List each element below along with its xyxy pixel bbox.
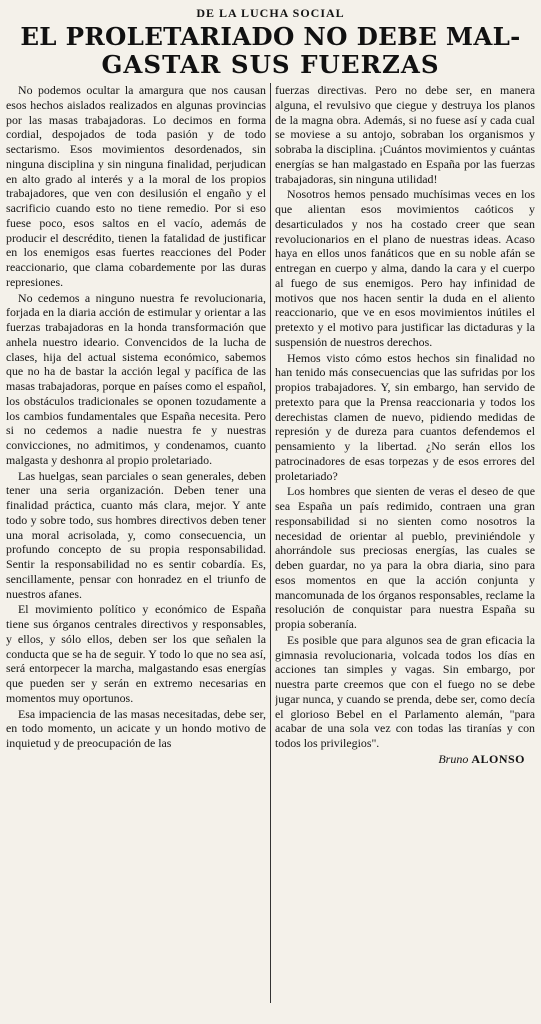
paragraph: Nosotros hemos pensado muchísimas veces en los que alientan esos movimientos caóticos y desarticulados y nos ha costado creer que sean revolucionarios en el plano de nuestras ideas. Acaso haya en ellos unos fanáticos que en su noble afán se entregan en cuerpo y alma, dando la cara y el cuerpo al fuego de sus enemigos. Pero hay infinidad de motivos que nos hacen sentir la duda en el aliento reaccionario, que ve en esos movimientos inútiles el pretexto y el motivo para justificar las dictaduras y la suspensión de nuestros derechos.	[275, 187, 535, 349]
right-column	[275, 83, 535, 1003]
headline-line-2: GASTAR SUS FUERZAS	[101, 50, 440, 79]
paragraph: No cedemos a ninguno nuestra fe revolucionaria, forjada en la diaria acción de estimular y orientar a las fuerzas trabajadoras en la honda transformación que anhela nuestro ideario. Convencidos de la lucha de clases, hija del actual sistema económico, sabemos que no ha de bastar la acción legal y pacífica de las masas trabajadoras, porque en países como el español, los obstáculos tradicionales se oponen tozudamente a los cambios fundamentales que España necesita. Pero si no cedemos a nadie nuestra fe y nuestras convicciones, no admitimos, y condenamos, cuanto malgasta y deshonra al propio proletariado.	[6, 290, 266, 467]
author-first-name: Bruno	[438, 751, 469, 766]
left-column	[6, 83, 266, 1003]
paragraph: El movimiento político y económico de España tiene sus órganos centrales directivos y responsables, y ellos, y sólo ellos, deben ser los que señalen la conducta que se ha de seguir. Y todo lo que no sea así, será entorpecer la marcha, malgastando esas energías que pueden ser y serán en extremo necesarias en momentos muy oportunos.	[6, 602, 266, 705]
paragraph: fuerzas directivas. Pero no debe ser, en manera alguna, el revulsivo que ciegue y destruya los planos de la magna obra. Además, si no fuese así y cada cual se moviese a su antojo, sobraban los organismos y sobraba la disciplina. ¡Cuántos movimientos y cuántas energías se han malgastado en España por las fuerzas trabajadoras, sin ninguna utilidad!	[275, 83, 535, 186]
paragraph: Es posible que para algunos sea de gran eficacia la gimnasia revolucionaria, volcada todos los días en acciones tan simples y vagas. Sin embargo, por nuestra parte creemos que con el fuego no se debe jugar nunca, y cuando se prenda, debe ser, como decía el glorioso Bebel en el Parlamento alemán, "para acabar de una sola vez con todas las tiranías y con todos los privilegios".	[275, 632, 535, 750]
author-signature	[275, 752, 535, 767]
article-columns	[6, 83, 535, 1003]
paragraph: No podemos ocultar la amargura que nos causan esos hechos aislados realizados en algunas provincias por las masas trabajadoras. Lo decimos en forma cordial, despojados de toda pasión y de todo sectarismo. Esos movimientos desordenados, sin ninguna disciplina y sin ninguna finalidad, perjudican en alto grado al interés y a la moral de los propios trabajadores, que ven con desilusión el engaño y el sacrificio cuando esto no tiene remedio. Por si eso fuese poco, esos saltos en el vacío, además de producir el descrédito, tienen la fatalidad de justificar en los enemigos esas fuertes reacciones del Poder reaccionario, que clama cobardemente por las duras represiones.	[6, 83, 266, 289]
paragraph: Los hombres que sienten de veras el deseo de que sea España un país redimido, contraen una gran responsabilidad si no sienten como nosotros la necesidad de orientar al pueblo, previniéndole y ahorrándole sus preciosas energías, las cuales se deben guardar, no ya para la obra diaria, sino para esos momentos en que la acción conjunta y mancomunada de los órganos responsables, reclame la resolución de conquistar para nuestra España su propia soberanía.	[275, 484, 535, 631]
paragraph: Esa impaciencia de las masas necesitadas, debe ser, en todo momento, un acicate y un hondo motivo de inquietud y de preocupación de las	[6, 706, 266, 750]
paragraph: Las huelgas, sean parciales o sean generales, deben tener una seria organización. Deben tener una finalidad práctica, cuanto más clara, mejor. Y ante todo y sobre todo, sus hombres directivos deben tener una moral acrisolada, y, como consecuencia, un profundo concepto de su propia responsabilidad. Sentir la responsabilidad no es sentir cobardía. Es, sencillamente, pensar con honradez en el triunfo de nuestros afanes.	[6, 468, 266, 601]
author-surname: ALONSO	[471, 751, 525, 766]
headline-line-1: EL PROLETARIADO NO DEBE MAL-	[20, 22, 521, 51]
section-label: DE LA LUCHA SOCIAL	[196, 6, 345, 20]
paragraph: Hemos visto cómo estos hechos sin finalidad no han tenido más consecuencias que las sufridas por los propios trabajadores. Y, sin embargo, han servido de pretexto para que la Prensa reaccionaria y todos los derechistas clamen de nuevo, pidiendo medidas de represión y de dureza para cuantos defendemos el pensamiento y la libertad. ¿No serán ellos los patrocinadores de esas torpezas y de esos errores del proletariado?	[275, 350, 535, 483]
column-divider	[270, 83, 271, 1003]
article-headline	[6, 23, 535, 79]
